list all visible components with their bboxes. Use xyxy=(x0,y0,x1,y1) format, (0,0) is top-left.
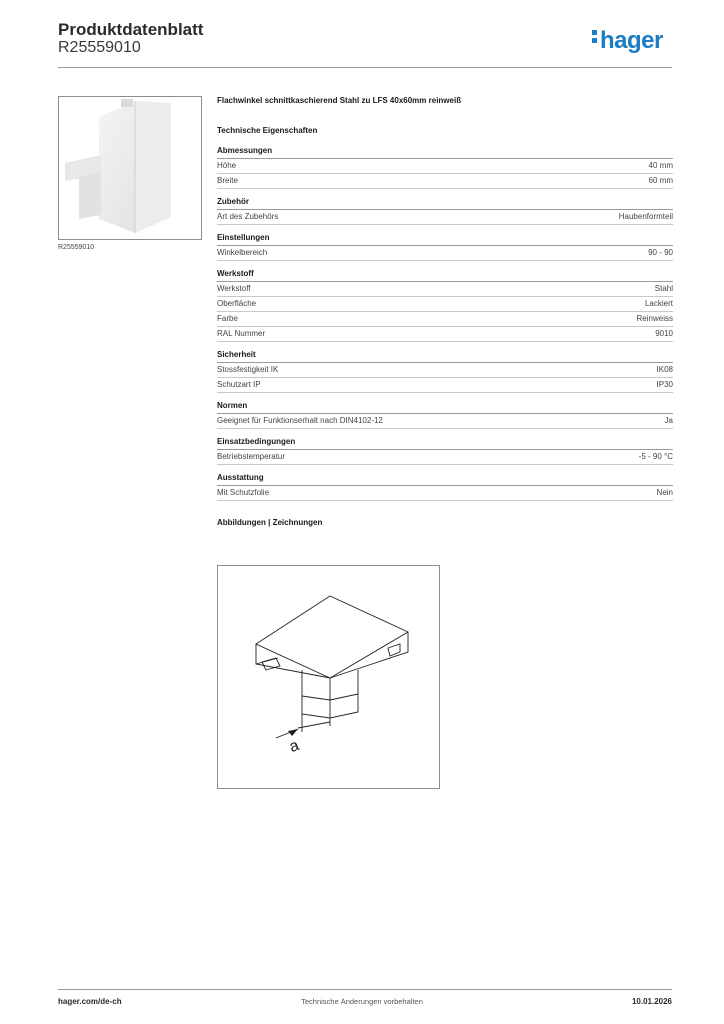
spec-group-title: Sicherheit xyxy=(217,348,673,363)
footer-website-link[interactable]: hager.com/de-ch xyxy=(58,997,122,1006)
product-description: Flachwinkel schnittkaschierend Stahl zu LFS 40x60mm reinweiß xyxy=(217,96,462,105)
spec-group-title: Abmessungen xyxy=(217,144,673,159)
spec-row xyxy=(217,282,673,297)
drawings-heading: Abbildungen | Zeichnungen xyxy=(217,518,323,527)
spec-value: Reinweiss xyxy=(636,314,673,323)
spec-group xyxy=(217,435,673,465)
spec-group-title: Ausstattung xyxy=(217,471,673,486)
technical-drawing xyxy=(217,565,440,789)
spec-row xyxy=(217,246,673,261)
spec-label: Oberfläche xyxy=(217,299,257,308)
spec-group xyxy=(217,399,673,429)
spec-label: Höhe xyxy=(217,161,237,170)
brand-logo[interactable] xyxy=(592,27,663,55)
spec-group xyxy=(217,348,673,393)
spec-label: Winkelbereich xyxy=(217,248,268,257)
flat-angle-drawing-icon xyxy=(218,566,439,788)
spec-row xyxy=(217,312,673,327)
spec-value: 60 mm xyxy=(648,176,673,185)
spec-value: Stahl xyxy=(654,284,673,293)
spec-value: 9010 xyxy=(655,329,673,338)
spec-label: Betriebstemperatur xyxy=(217,452,286,461)
spec-group-title: Zubehör xyxy=(217,195,673,210)
spec-group xyxy=(217,267,673,342)
spec-value: -5 - 90 °C xyxy=(638,452,673,461)
brand-name: hager xyxy=(600,27,663,54)
spec-label: Stossfestigkeit IK xyxy=(217,365,279,374)
product-render-icon xyxy=(59,97,201,239)
spec-label: Werkstoff xyxy=(217,284,251,293)
spec-group xyxy=(217,471,673,501)
spec-row xyxy=(217,486,673,501)
spec-row xyxy=(217,414,673,429)
spec-label: Schutzart IP xyxy=(217,380,261,389)
spec-group-title: Einsatzbedingungen xyxy=(217,435,673,450)
spec-value: 40 mm xyxy=(648,161,673,170)
spec-label: RAL Nummer xyxy=(217,329,266,338)
header-divider xyxy=(58,67,672,68)
spec-row xyxy=(217,363,673,378)
spec-groups xyxy=(217,144,673,501)
spec-value: Lackiert xyxy=(644,299,673,308)
spec-row xyxy=(217,297,673,312)
footer-notice: Technische Änderungen vorbehalten xyxy=(301,997,423,1006)
spec-row xyxy=(217,159,673,174)
spec-value: IK08 xyxy=(656,365,673,374)
spec-label: Mit Schutzfolie xyxy=(217,488,270,497)
spec-label: Geeignet für Funktionserhalt nach DIN4102-12 xyxy=(217,416,383,425)
spec-group-title: Normen xyxy=(217,399,673,414)
spec-row xyxy=(217,174,673,189)
spec-row xyxy=(217,327,673,342)
spec-label: Farbe xyxy=(217,314,238,323)
footer-date: 10.01.2026 xyxy=(631,997,672,1006)
product-image xyxy=(58,96,202,240)
footer-divider xyxy=(58,989,672,990)
spec-value: 90 - 90 xyxy=(648,248,673,257)
spec-row xyxy=(217,378,673,393)
spec-value: Haubenformteil xyxy=(618,212,673,221)
spec-group xyxy=(217,231,673,261)
logo-dots-icon xyxy=(592,30,598,46)
spec-group xyxy=(217,144,673,189)
spec-label: Art des Zubehörs xyxy=(217,212,279,221)
spec-group xyxy=(217,195,673,225)
image-caption: R25559010 xyxy=(58,244,95,251)
spec-label: Breite xyxy=(217,176,238,185)
spec-value: Ja xyxy=(664,416,673,425)
spec-group-title: Werkstoff xyxy=(217,267,673,282)
spec-sheet xyxy=(217,93,673,527)
spec-row xyxy=(217,210,673,225)
page-title: Produktdatenblatt xyxy=(58,20,204,39)
spec-row xyxy=(217,450,673,465)
spec-value: Nein xyxy=(656,488,673,497)
dimension-label: a xyxy=(287,737,302,757)
spec-heading: Technische Eigenschaften xyxy=(217,126,318,135)
spec-value: IP30 xyxy=(656,380,673,389)
spec-group-title: Einstellungen xyxy=(217,231,673,246)
product-code: R25559010 xyxy=(58,39,141,56)
